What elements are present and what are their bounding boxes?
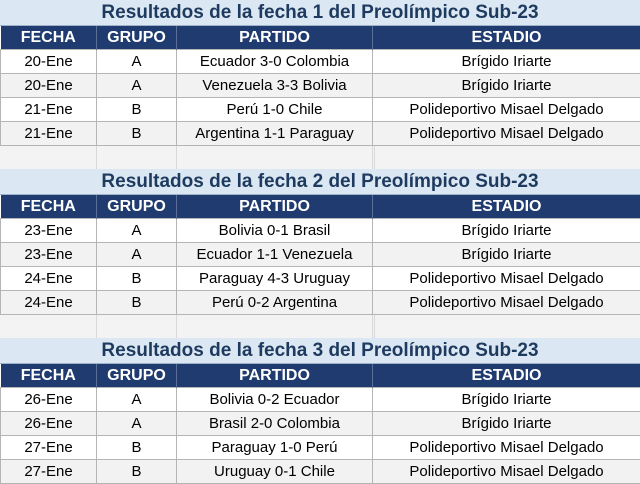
header-grupo: GRUPO [97,26,177,50]
cell-estadio: Polideportivo Misael Delgado [373,122,640,146]
cell-estadio: Brígido Iriarte [373,74,640,98]
cell-fecha: 27-Ene [1,460,97,484]
cell-fecha: 21-Ene [1,122,97,146]
cell-fecha: 21-Ene [1,98,97,122]
table-row [1,291,640,315]
results-table [0,195,640,315]
table-row [1,460,640,484]
spacer-row [0,314,640,340]
cell-estadio: Brígido Iriarte [373,219,640,243]
cell-grupo: B [97,267,177,291]
table-row [1,412,640,436]
table-row [1,243,640,267]
cell-estadio: Polideportivo Misael Delgado [373,436,640,460]
cell-partido: Bolivia 0-1 Brasil [177,219,373,243]
block-title: Resultados de la fecha 1 del Preolímpico Sub-23 [0,0,640,26]
cell-fecha: 20-Ene [1,50,97,74]
cell-estadio: Polideportivo Misael Delgado [373,291,640,315]
cell-partido: Venezuela 3-3 Bolivia [177,74,373,98]
cell-grupo: B [97,436,177,460]
header-fecha: FECHA [1,364,97,388]
cell-grupo: A [97,388,177,412]
cell-partido: Ecuador 1-1 Venezuela [177,243,373,267]
cell-partido: Paraguay 4-3 Uruguay [177,267,373,291]
header-fecha: FECHA [1,26,97,50]
cell-estadio: Brígido Iriarte [373,412,640,436]
results-block-1 [0,0,640,146]
results-block-3 [0,338,640,484]
cell-fecha: 26-Ene [1,412,97,436]
table-row [1,98,640,122]
results-table [0,364,640,484]
header-estadio: ESTADIO [373,26,640,50]
header-partido: PARTIDO [177,195,373,219]
cell-grupo: A [97,243,177,267]
header-grupo: GRUPO [97,364,177,388]
cell-grupo: A [97,74,177,98]
cell-partido: Perú 0-2 Argentina [177,291,373,315]
cell-estadio: Polideportivo Misael Delgado [373,460,640,484]
cell-partido: Uruguay 0-1 Chile [177,460,373,484]
spacer-row [0,144,640,170]
block-title: Resultados de la fecha 2 del Preolímpico Sub-23 [0,169,640,195]
table-row [1,122,640,146]
results-block-2 [0,169,640,315]
cell-grupo: A [97,219,177,243]
cell-grupo: B [97,460,177,484]
header-fecha: FECHA [1,195,97,219]
cell-partido: Brasil 2-0 Colombia [177,412,373,436]
cell-partido: Perú 1-0 Chile [177,98,373,122]
cell-partido: Paraguay 1-0 Perú [177,436,373,460]
cell-estadio: Polideportivo Misael Delgado [373,267,640,291]
cell-fecha: 27-Ene [1,436,97,460]
cell-partido: Ecuador 3-0 Colombia [177,50,373,74]
table-row [1,74,640,98]
header-partido: PARTIDO [177,26,373,50]
cell-fecha: 24-Ene [1,291,97,315]
header-estadio: ESTADIO [373,195,640,219]
cell-partido: Bolivia 0-2 Ecuador [177,388,373,412]
cell-grupo: B [97,291,177,315]
cell-grupo: A [97,412,177,436]
cell-estadio: Brígido Iriarte [373,243,640,267]
header-row [1,364,640,388]
cell-fecha: 24-Ene [1,267,97,291]
header-grupo: GRUPO [97,195,177,219]
header-row [1,195,640,219]
table-row [1,436,640,460]
table-row [1,219,640,243]
cell-fecha: 26-Ene [1,388,97,412]
header-row [1,26,640,50]
cell-fecha: 20-Ene [1,74,97,98]
cell-grupo: B [97,122,177,146]
block-title: Resultados de la fecha 3 del Preolímpico Sub-23 [0,338,640,364]
results-table [0,26,640,146]
cell-partido: Argentina 1-1 Paraguay [177,122,373,146]
table-row [1,50,640,74]
cell-estadio: Brígido Iriarte [373,388,640,412]
cell-estadio: Brígido Iriarte [373,50,640,74]
header-estadio: ESTADIO [373,364,640,388]
cell-grupo: B [97,98,177,122]
cell-estadio: Polideportivo Misael Delgado [373,98,640,122]
header-partido: PARTIDO [177,364,373,388]
cell-fecha: 23-Ene [1,219,97,243]
cell-grupo: A [97,50,177,74]
table-row [1,388,640,412]
table-row [1,267,640,291]
cell-fecha: 23-Ene [1,243,97,267]
